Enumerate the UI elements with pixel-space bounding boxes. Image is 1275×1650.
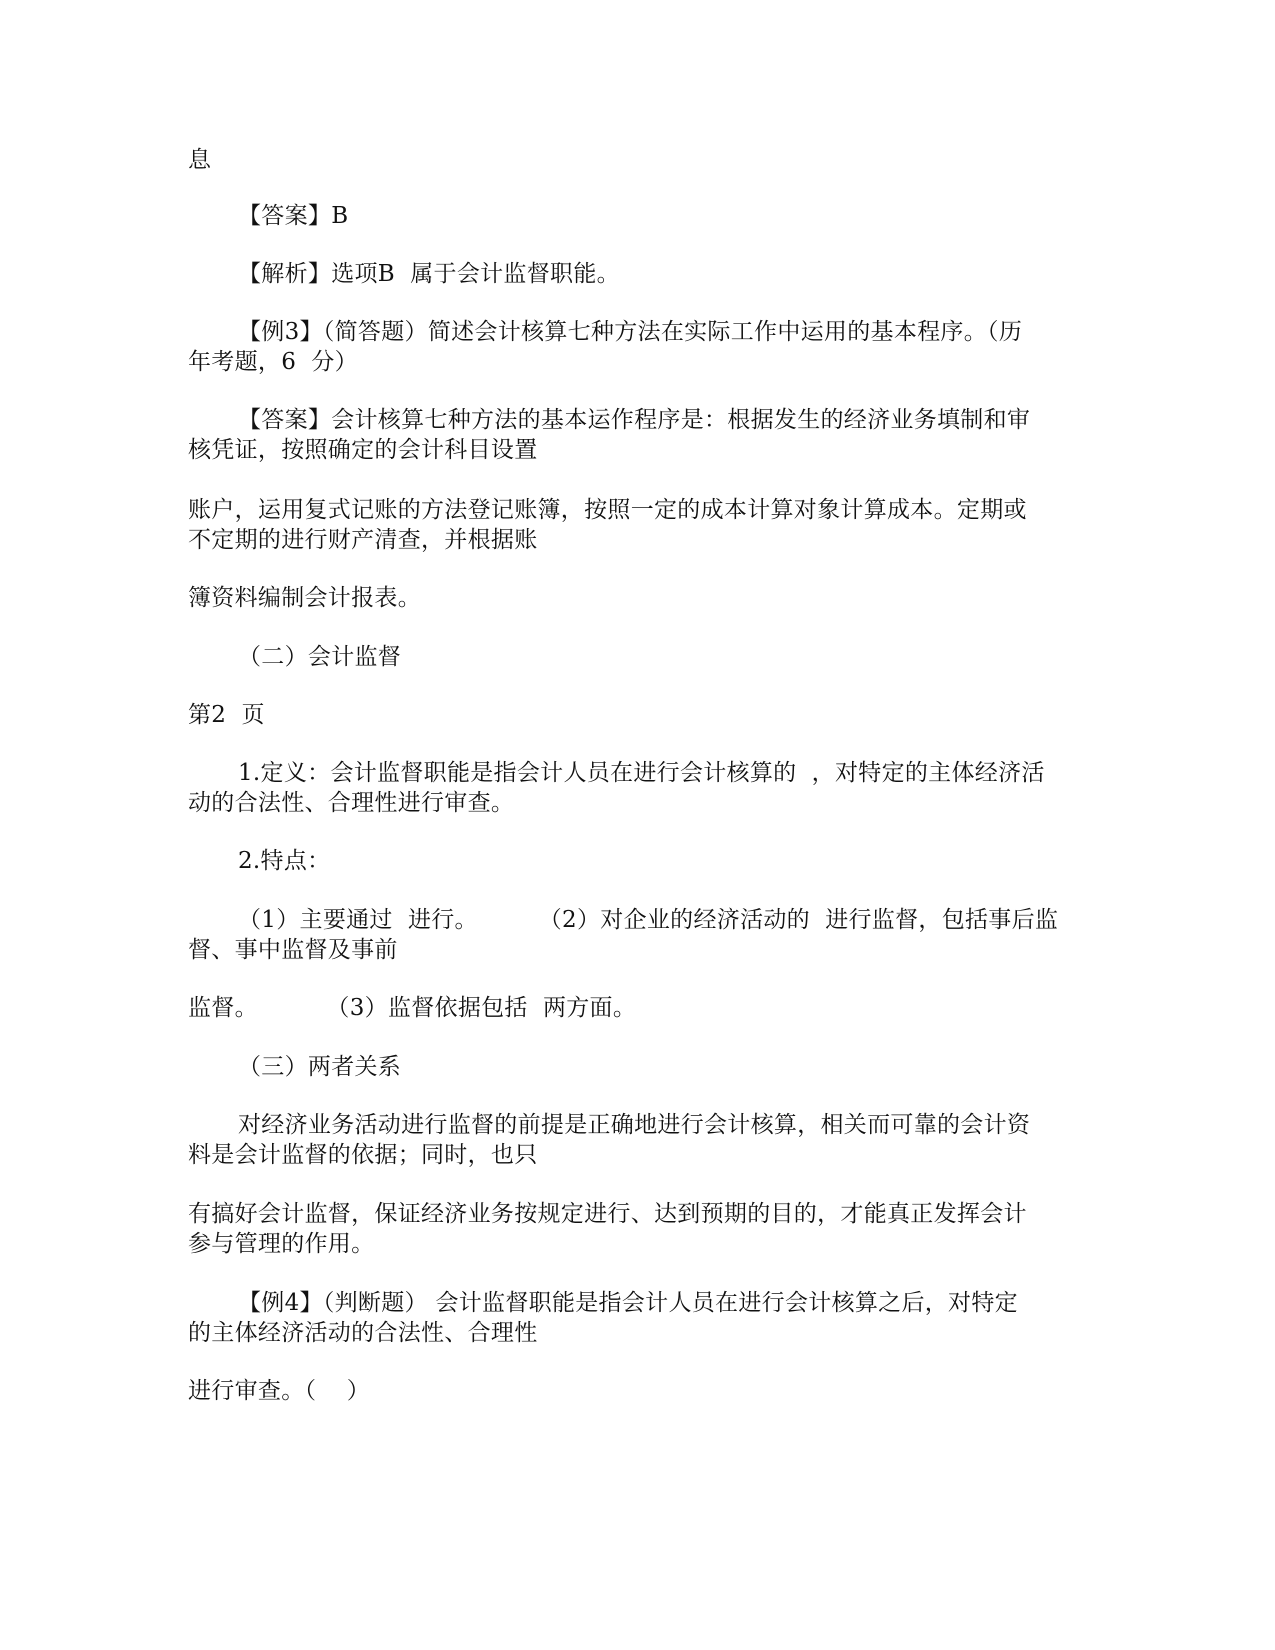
answer-3-line-5: 簿资料编制会计报表。 — [188, 585, 421, 611]
answer-3-line-1: 【答案】会计核算七种方法的基本运作程序是：根据发生的经济业务填制和审 — [238, 407, 1031, 433]
example-4-line-2: 的主体经济活动的合法性、合理性 — [188, 1320, 538, 1346]
section-heading-2: （二）会计监督 — [238, 644, 402, 670]
features-heading: 2.特点： — [238, 848, 331, 874]
relation-line-2: 料是会计监督的依据；同时，也只 — [188, 1142, 538, 1168]
definition-line-2: 动的合法性、合理性进行审查。 — [188, 790, 515, 816]
text-line: 息 — [188, 147, 212, 173]
example-4-line-3: 进行审查。（ ） — [188, 1378, 371, 1404]
relation-line-1: 对经济业务活动进行监督的前提是正确地进行会计核算，相关而可靠的会计资 — [238, 1112, 1031, 1138]
answer-3-line-2: 核凭证，按照确定的会计科目设置 — [188, 437, 538, 463]
definition-line-1: 1.定义：会计监督职能是指会计人员在进行会计核算的 ，对特定的主体经济活 — [238, 760, 1045, 786]
example-4-line-1: 【例4】（判断题） 会计监督职能是指会计人员在进行会计核算之后，对特定 — [238, 1290, 1018, 1316]
section-heading-3: （三）两者关系 — [238, 1054, 402, 1080]
answer-3-line-4: 不定期的进行财产清查，并根据账 — [188, 527, 538, 553]
answer-line: 【答案】B — [238, 203, 349, 229]
features-line-1: （1）主要通过 进行。 （2）对企业的经济活动的 进行监督，包括事后监 — [238, 907, 1059, 933]
relation-line-3: 有搞好会计监督，保证经济业务按规定进行、达到预期的目的，才能真正发挥会计 — [188, 1201, 1027, 1227]
example-3-line-1: 【例3】（简答题）简述会计核算七种方法在实际工作中运用的基本程序。（历 — [238, 319, 1023, 345]
relation-line-4: 参与管理的作用。 — [188, 1231, 375, 1257]
answer-3-line-3: 账户，运用复式记账的方法登记账簿，按照一定的成本计算对象计算成本。定期或 — [188, 497, 1027, 523]
features-line-2: 督、事中监督及事前 — [188, 937, 398, 963]
features-line-3: 监督。 （3）监督依据包括 两方面。 — [188, 995, 637, 1021]
analysis-line: 【解析】选项B 属于会计监督职能。 — [238, 261, 620, 287]
page-number: 第2 页 — [188, 702, 265, 728]
example-3-line-2: 年考题，6 分） — [188, 349, 358, 375]
